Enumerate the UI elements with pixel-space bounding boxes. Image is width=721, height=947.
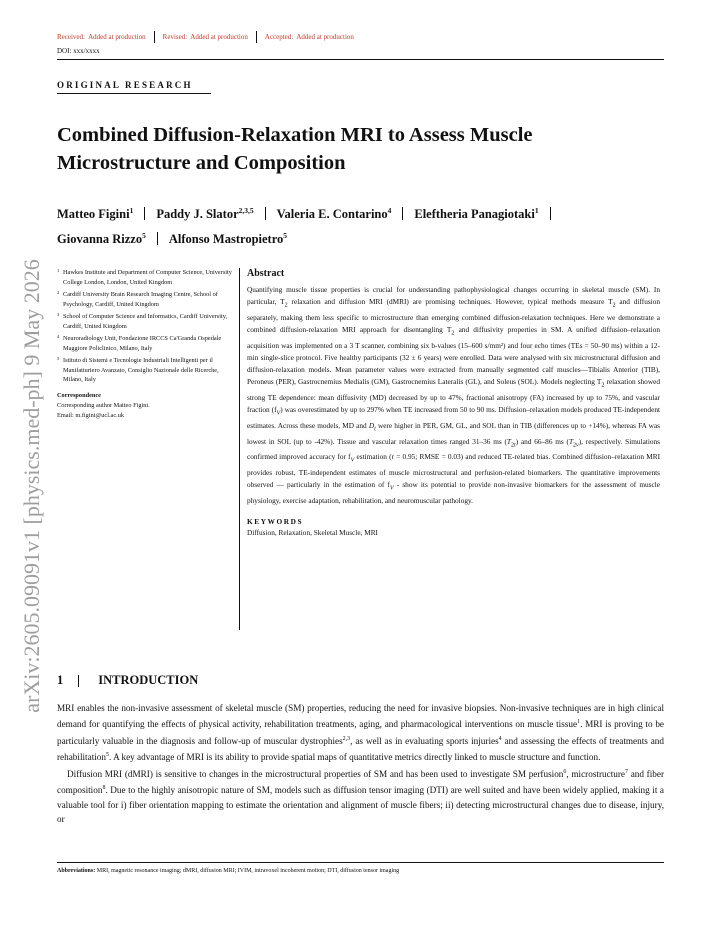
abbreviations-footnote: Abbreviations: MRI, magnetic resonance imaging; dMRI, diffusion MRI; IVIM, intravoxel incoherent motion; DTI, diffusion tensor imaging	[57, 868, 400, 874]
section-title: INTRODUCTION	[98, 673, 199, 687]
affiliation-item: 4 Neuroradiology Unit, Fondazione IRCCS Ca'Granda Ospedale Maggiore Policlinico, Milano, Italy	[57, 334, 222, 352]
author-divider	[550, 207, 551, 220]
correspondence-heading: Correspondence	[57, 392, 101, 400]
correspondence-email[interactable]: Email: m.figini@ucl.ac.uk	[57, 411, 125, 419]
section-number: 1	[57, 673, 64, 687]
affiliation-item: 3 School of Computer Science and Informatics, Cardiff University, Cardiff, United Kingdom	[57, 312, 228, 330]
correspondence-author: Corresponding author Matteo Figini.	[57, 401, 150, 409]
author: Eleftheria Panagiotaki$^1$	[414, 206, 539, 222]
affiliation-item: 1 Hawkes Institute and Department of Computer Science, University College London, London, United Kingdom	[57, 268, 232, 286]
author-divider	[402, 207, 403, 220]
article-type-rule	[57, 93, 211, 94]
paragraph: Diffusion MRI (dMRI) is sensitive to changes in the microstructural properties of SM and has been used to investigate SM perfusion$^6$, microstructure$^7$ and fiber composition$^8$. Due to the highly anisotropic nature of SM, models such as diffusion tensor imaging (DTI) are well suited and have been widely applied, making it a valuable tool for i) fiber orientation mapping to estimate the orientation and alignment of muscle fibers; ii) detecting microstructural changes due to disease, injury, or	[57, 768, 665, 825]
status-revised: Revised: Added at production	[162, 33, 248, 41]
doi: DOI: xxx/xxxx	[57, 47, 100, 55]
header-rule	[57, 59, 664, 60]
abstract	[247, 268, 660, 537]
abstract-heading: Abstract	[247, 268, 285, 279]
section-heading	[57, 673, 198, 688]
abstract-text: Quantifying muscle tissue properties is crucial for understanding pathophysiological changes occurring in skeletal muscle (SM). In particular, $T_2$ relaxation and diffusion MRI (dMRI) are promising techniques. However, typical methods measure $T_2$ and diffusion separately, making them less specific to microstructure than emerging combined diffusion-relaxation techniques. Here we demonstrate a combined diffusion-relaxation MRI approach for disentangling $T_2$ and diffusivity properties in SM. A unified diffusion–relaxation acquisition was implemented on a 3 T scanner, combining six b-values (15–600 s/mm²) and four echo times (TEs = 50–90 ms) within a 12-min single-slice protocol. Five healthy participants (32 ± 6 years) were enrolled. Data were analysed with six microstructural diffusion and diffusion-relaxation models. Mean parameter values were extracted from manually segmented calf muscles—Tibialis Anterior (TIB), Peroneus (PER), Gastrocnemius Medialis (GM), Gastrocnemius Lateralis (GL), and Soleus (SOL). Models neglecting $T_2$ relaxation showed strong TE dependence: mean diffusivity (MD) decreased by up to 47%, fractional anisotropy (FA) increased by up to 75%, and vascular fraction $(f_V)$ was overestimated by up to 297% when TE increased from 50 to 90 ms. Diffusion–relaxation models produced TE-independent estimates. Across these models, MD and $D_t$ were higher in PER, GM, GL, and SOL than in TIB (differences up to +14%), whereas FA was lowest in SOL (up to -42%). Tissue and vascular relaxation times ranged 31–36 ms $(T_{2t})$ and 66–86 ms $(T_{2v})$, respectively. Simulations confirmed improved accuracy for $f_V$ estimation (r = 0.95; RMSE = 0.03) and reduced TE-related bias. Combined diffusion–relaxation MRI provides robust, TE-independent estimates of muscle microstructural and perfusion-related biomarkers. The quantitative improvements observed — particularly in the estimation of $f_V$ - show its potential to provide non-invasive biomarkers for the assessment of muscle physiology, exercise adaptation, rehabilitation, and neuromuscular pathology.	[247, 285, 661, 505]
author: Valeria E. Contarino$^4$	[276, 206, 392, 222]
status-received: Received: Added at production	[57, 33, 146, 41]
arxiv-stamp-text: arXiv:2605.09091v1 [physics.med-ph] 9 May 2026	[19, 259, 44, 713]
affiliations	[57, 268, 232, 420]
arxiv-stamp	[2, 236, 62, 736]
introduction-body	[57, 701, 664, 827]
status-accepted: Accepted: Added at production	[264, 33, 354, 41]
affiliation-item: 5 Istituto di Sistemi e Tecnologie Industriali Intelligenti per il Manifatturiero Avanzato, Consiglio Nazionale delle Ricerche, Milano, Italy	[57, 356, 219, 384]
author: Giovanna Rizzo$^5$	[57, 231, 146, 247]
author: Matteo Figini$^1$	[57, 206, 134, 222]
column-divider	[239, 268, 240, 630]
author: Paddy J. Slator$^{2,3,5}$	[156, 206, 254, 222]
author-divider	[265, 207, 266, 220]
author-divider	[144, 207, 145, 220]
author-list	[57, 200, 667, 250]
status-row	[57, 31, 362, 43]
author-divider	[157, 232, 158, 245]
keywords-heading: KEYWORDS	[247, 516, 304, 526]
section-divider	[78, 675, 79, 687]
article-type: ORIGINAL RESEARCH	[57, 80, 193, 90]
paper-title: Combined Diffusion-Relaxation MRI to Assess Muscle Microstructure and Composition	[57, 124, 533, 174]
keywords-list: Diffusion, Relaxation, Skeletal Muscle, MRI	[247, 527, 378, 537]
footnote-rule	[57, 862, 664, 863]
paragraph: MRI enables the non-invasive assessment of skeletal muscle (SM) properties, reducing the need for invasive biopsies. Non-invasive techniques are in high clinical demand for quantifying the effects of physical activity, rehabilitation treatments, aging, and pharmacological interventions on muscle tissue$^1$. MRI is proving to be particularly valuable in the diagnosis and follow-up of muscular dystrophies$^{2,3}$, as well as in evaluating sports injuries$^4$ and assessing the effects of treatments and rehabilitation$^5$. A key advantage of MRI is its ability to provide spatial maps of quantitative metrics directly linked to muscle structure and function.	[57, 703, 664, 763]
affiliation-item: 2 Cardiff University Brain Research Imaging Centre, School of Psychology, Cardiff, United Kingdom	[57, 290, 218, 308]
author: Alfonso Mastropietro$^5$	[168, 231, 288, 247]
